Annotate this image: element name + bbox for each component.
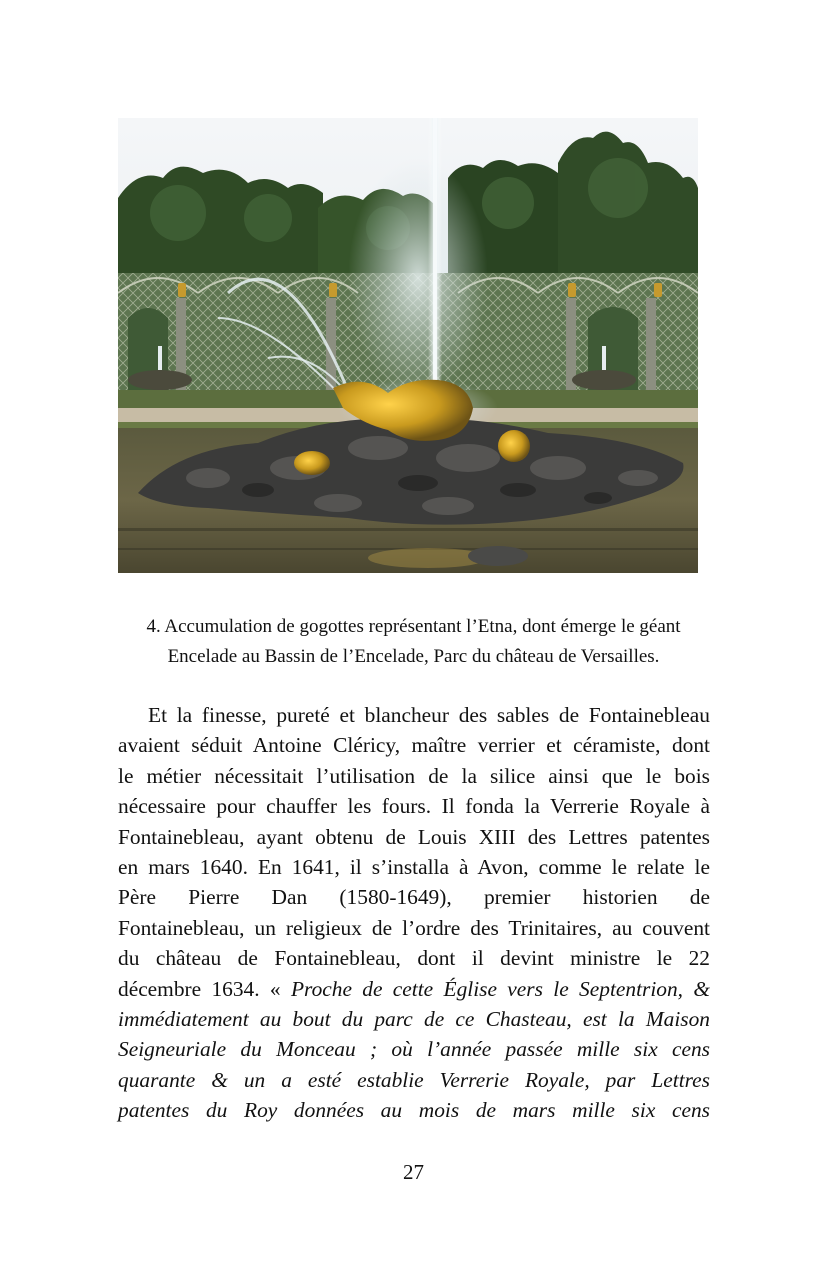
figure-caption-line-2: Encelade au Bassin de l’Encelade, Parc du château de Versailles. <box>167 646 660 667</box>
page-number: 27 <box>403 1160 424 1184</box>
quotation-text: quarante & un a esté establie Verrerie Royale, par Lettres <box>118 1067 710 1092</box>
text-line: Fontainebleau, ayant obtenu de Louis XIII des Lettres patentes <box>118 824 710 849</box>
quotation-text: immédiatement au bout du parc de ce Chasteau, est la Maison <box>118 1006 710 1031</box>
figure-caption-line-1: 4. Accumulation de gogottes représentant l’Etna, dont émerge le géant <box>146 616 681 637</box>
text-line: du château de Fontainebleau, dont il devint ministre le 22 <box>118 946 710 971</box>
text-line: Père Pierre Dan (1580-1649), premier historien de <box>118 885 710 910</box>
text-line: le métier nécessitait l’utilisation de la silice ainsi que le bois <box>118 763 710 788</box>
text-line: Fontainebleau, un religieux de l’ordre des Trinitaires, au couvent <box>118 915 710 940</box>
text-line: avaient séduit Antoine Cléricy, maître verrier et céramiste, dont <box>118 733 710 758</box>
figure-caption <box>100 612 727 672</box>
quotation-line <box>118 1095 710 1125</box>
quotation-line <box>118 1004 710 1034</box>
quotation-text: patentes du Roy données au mois de mars mille six cens <box>118 1098 710 1123</box>
text-line: Et la finesse, pureté et blancheur des sables de Fontainebleau <box>148 703 710 727</box>
quotation-line <box>118 1034 710 1064</box>
quotation-line <box>118 1065 710 1095</box>
text-segment: décembre 1634. « <box>118 976 291 1001</box>
text-line: nécessaire pour chauffer les fours. Il fonda la Verrerie Royale à <box>118 794 710 819</box>
body-paragraph <box>118 700 710 1125</box>
fountain-photo <box>118 118 698 573</box>
text-line <box>118 974 710 1004</box>
text-line: en mars 1640. En 1641, il s’installa à Avon, comme le relate le <box>118 854 710 879</box>
quotation-text: Seigneuriale du Monceau ; où l’année passée mille six cens <box>118 1037 710 1062</box>
quotation-segment: Proche de cette Église vers le Septentrion, & <box>290 976 710 1001</box>
